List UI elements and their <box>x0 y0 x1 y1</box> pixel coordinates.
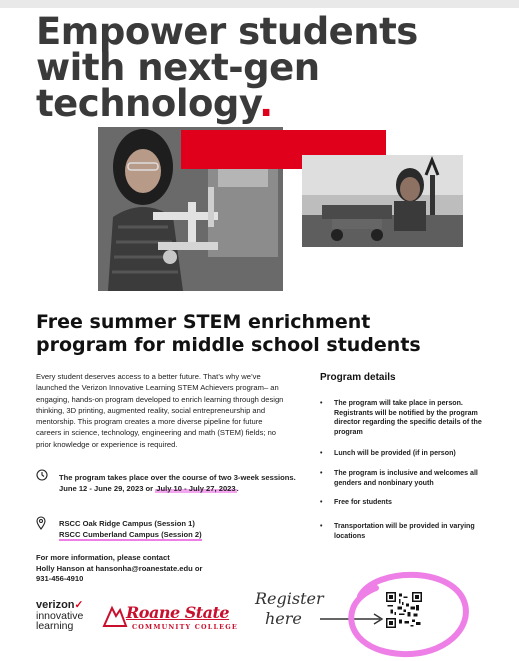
contact-name-email: Holly Hanson at hansonha@roanestate.edu or <box>36 563 203 573</box>
contact-heading: For more information, please contact <box>36 553 170 562</box>
details-item: • The program will take place in person. Registrants will be notified by the program director regarding the specific details of the program <box>318 399 493 437</box>
campus-line-2-text: RSCC Cumberland Campus (Session 2) <box>59 530 202 539</box>
contact-phone: 931-456-4910 <box>36 574 84 583</box>
subheading-line-2: program for middle school students <box>36 334 421 356</box>
verizon-wordmark <box>36 600 96 611</box>
subheading <box>36 311 476 357</box>
location-pin-icon <box>36 516 46 530</box>
intro-paragraph: Every student deserves access to a better future. That’s why we’ve launched the Verizon Innovative Learning STEM Achievers program– an engaging, hands-on program developed to enrich learning through design thinking, 3D printing, augmented reality, social entrepreneurship and mentorship. This program creates a more diverse pipeline for future careers in science, technology, engineering and math (STEM) fields; no prior knowledge or experience is required. <box>36 372 284 449</box>
verizon-line-3: learning <box>36 620 74 632</box>
verizon-line-2: innovative <box>36 609 84 622</box>
schedule-highlight: July 10 - July 27, 2023 <box>156 484 236 493</box>
campus-info <box>59 518 299 540</box>
roane-state-emblem-icon <box>102 602 128 630</box>
verizon-innovative-learning-logo <box>36 600 96 632</box>
register-line-2: here <box>265 609 302 628</box>
schedule-period: . <box>236 484 239 493</box>
campus-line-1: RSCC Oak Ridge Campus (Session 1) <box>59 519 195 528</box>
schedule-text-main: The program takes place over the course of two 3-week sessions. June 12 - June 29, 2023 or <box>59 473 296 493</box>
details-item: • The program is inclusive and welcomes all genders and nonbinary youth <box>318 469 493 488</box>
roane-state-name: Roane State <box>126 603 230 622</box>
details-item: • Transportation will be provided in varying locations <box>318 522 493 541</box>
top-bar <box>0 0 519 8</box>
student-robot-arm-illustration <box>302 155 463 247</box>
schedule-text <box>59 472 304 494</box>
headline-line-3 <box>36 82 436 125</box>
clock-icon <box>36 469 48 481</box>
headline-dot: . <box>259 82 273 125</box>
student-photo-right <box>302 155 463 247</box>
details-item: • Free for students <box>318 498 493 508</box>
details-item: • Lunch will be provided (if in person) <box>318 449 493 459</box>
verizon-check-icon: ✓ <box>74 599 84 611</box>
subheading-line-1: Free summer STEM enrichment <box>36 311 371 333</box>
verizon-name: verizon <box>36 599 75 611</box>
headline-line-2: with next-gen <box>36 46 320 89</box>
details-title: Program details <box>320 372 396 383</box>
campus-line-2 <box>59 529 299 540</box>
headline-line-3-text: technology <box>36 82 260 125</box>
headline-line-1: Empower students <box>36 10 418 53</box>
roane-state-logo <box>102 602 244 636</box>
roane-state-subtitle: COMMUNITY COLLEGE <box>132 623 238 631</box>
headline <box>36 10 436 125</box>
qr-code[interactable] <box>386 592 422 628</box>
contact-info <box>36 553 286 585</box>
register-line-1: Register <box>255 589 324 608</box>
